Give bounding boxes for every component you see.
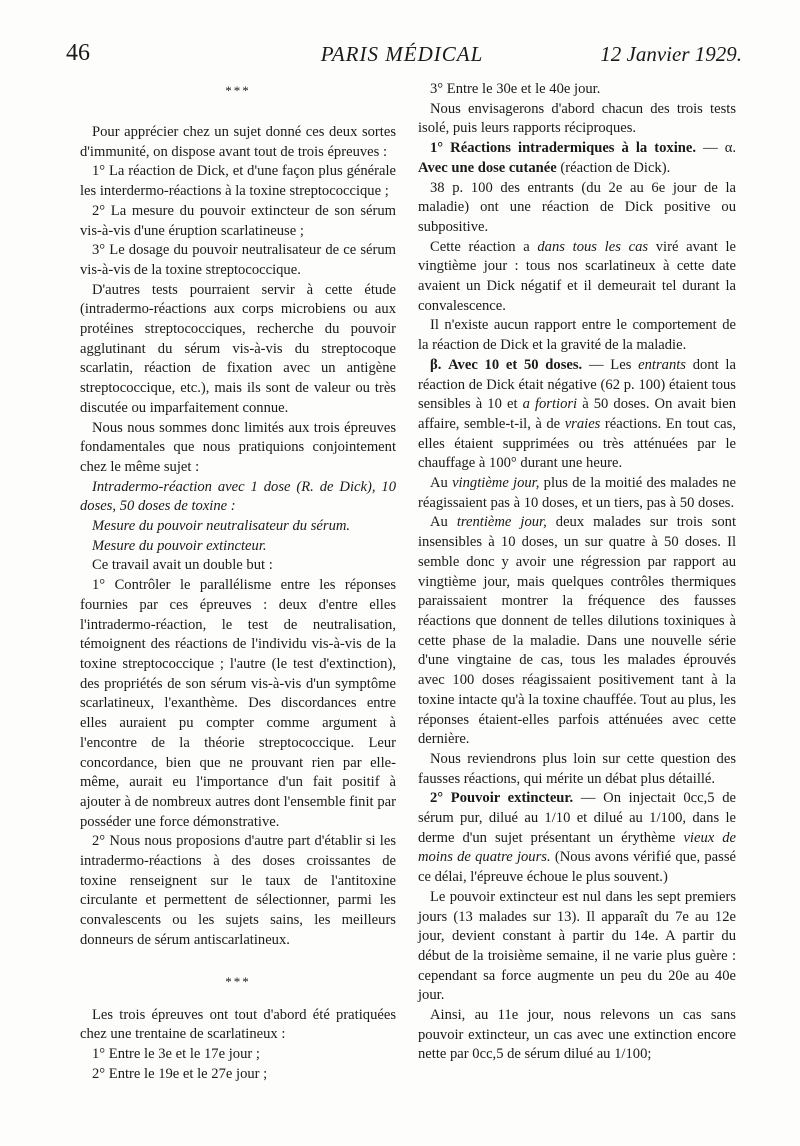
italic-run: vingtième jour, [452, 475, 540, 492]
list-item: 3° Le dosage du pouvoir neutralisateur de ce sérum vis-à-vis de la toxine streptococcique. [80, 242, 396, 278]
text-run: Cette réaction a [430, 238, 530, 255]
test-list-item: Intradermo-réaction avec 1 dose (R. de Dick), 10 doses, 50 doses de toxine : [80, 478, 396, 515]
section-heading [418, 139, 736, 178]
text-run: dont la réaction de Dick était négative (62 p. 100) étaient tous sensibles à 10 et [418, 356, 736, 413]
text-run: — On injectait 0cc,5 de sérum pur, dilué au 1/10 et dilué au 1/100, dans le derme d'un sujet présentant un érythème [418, 790, 736, 846]
text-run: Au [430, 514, 448, 531]
paragraph: Pour apprécier chez un sujet donné ces deux sortes d'immunité, on dispose avant tout de trois épreuves : [80, 124, 396, 160]
paragraph [418, 513, 736, 749]
list-item: 1° Entre le 3e et le 17e jour ; [92, 1045, 260, 1062]
test-list-item: Mesure du pouvoir extincteur. [92, 537, 267, 554]
paragraph: Nous nous sommes donc limités aux trois épreuves fondamentales que nous pratiquions conjointement chez le même sujet : [80, 419, 396, 475]
page-number: 46 [66, 40, 90, 66]
paragraph: Nous envisagerons d'abord chacun des trois tests isolé, puis leurs rapports réciproques. [418, 100, 736, 137]
paragraph [418, 356, 736, 474]
list-item: 3° Entre le 30e et le 40e jour. [430, 81, 601, 97]
paragraph [418, 789, 736, 888]
text-run: à 50 doses. On avait bien affaire, semble-t-il, à de [418, 396, 737, 432]
text-run: (Nous avons vérifié que, passé ce délai, l'épreuve échoue le plus souvent.) [418, 849, 736, 886]
text-run: réactions. En tout cas, elles étaient supprimées ou très atténuées par le chauffage à 100° durant une heure. [418, 415, 736, 472]
test-list-item: Mesure du pouvoir neutralisateur du sérum. [92, 518, 351, 535]
paragraph: Les trois épreuves ont tout d'abord été pratiquées chez une trentaine de scarlatineux : [80, 1006, 396, 1043]
paragraph: Il n'existe aucun rapport entre le comportement de la réaction de Dick et la gravité de la maladie. [418, 317, 736, 354]
paragraph: Ainsi, au 11e jour, nous relevons un cas sans pouvoir extincteur, un cas avec une extinction encore nette par 0cc,5 de sérum dilué au 1/100; [418, 1007, 736, 1063]
text-run: deux malades sur trois sont insensibles à 10 doses, un sur quatre à 50 doses. Il semble donc y avoir une régression par rapport au vingtième jour, mais quelques contrôles thermiques paraissaient montrer la fréquence des fausses réactions que donnent de telles dilutions toxiniques à cette phase de la maladie. Dans une nouvelle série d'une vingtaine de cas, tous les malades éprouvés avec 100 doses réagissaient positivement tant à la toxine intacte qu'à la toxine chauffée. Tout au plus, les réponses étaient-elles parfois atténuées avec cette dernière. [418, 514, 737, 748]
italic-run: vraies [564, 415, 601, 432]
paragraph: 1° Contrôler le parallélisme entre les réponses fournies par ces épreuves : deux d'entre elles l'intradermo-réaction, le test de neutralisation, témoignent des réactions de l'individu vis-à-vis de la toxine streptococcique ; l'autre (le test d'extinction), des propriétés de son sérum vis-à-vis d'un symptôme scarlatineux, l'exanthème. Des discordances entre elles auraient pu compter comme argument à l'encontre de la théorie streptococcique. Leur concordance, bien que ne prouvant rien par elle-même, aurait eu l'importance d'un fait positif à ajouter à de nombreux autres dont l'ensemble finit par posséder une force démonstrative. [80, 577, 396, 830]
italic-run: vieux de moins de quatre jours. [418, 829, 736, 866]
paragraph: D'autres tests pourraient servir à cette étude (intradermo-réactions aux corps microbiens ou aux protéines streptococciques, recherche du pouvoir agglutinant du sérum vis-à-vis du streptocoque scarlatin, réaction de fixation avec un antigène streptococcique, etc.), mais ils sont de valeur ou très discutée ou imparfaitement connue. [80, 281, 396, 416]
paragraph [418, 474, 736, 513]
text-run: viré avant le vingtième jour : tous nos scarlatineux à cette date avaient un Dick négatif et il demeurait tel durant la convalescence. [418, 238, 736, 314]
text-run: Au [430, 475, 448, 492]
paragraph: 38 p. 100 des entrants (du 2e au 6e jour de la maladie) ont une réaction de Dick positive ou subpositive. [418, 179, 736, 235]
asterism-divider: *** [225, 973, 251, 989]
paragraph: Le pouvoir extincteur est nul dans les sept premiers jours (13 malades sur 13). Il apparaît du 7e au 12e jour, devient constant à partir du 14e. A partir du début de la troisième semaine, il ne varie plus guère : cependant sa force augmente un peu du 20e au 40e jour. [418, 888, 736, 1004]
section-heading-text: 2° Pouvoir extincteur. [430, 790, 574, 807]
journal-title: PARIS MÉDICAL [320, 42, 484, 66]
subsection-marker: — α. [703, 140, 736, 157]
left-column [80, 80, 396, 1084]
text-run: — Les [588, 356, 632, 373]
list-item: 1° La réaction de Dick, et d'une façon plus générale les interdermo-réactions à la toxine streptococcique ; [80, 163, 396, 200]
text-run: plus de la moitié des malades ne réagissaient pas à 10 doses, et un tiers, pas à 50 doses. [418, 475, 736, 511]
list-item: 2° Entre le 19e et le 27e jour ; [92, 1065, 268, 1082]
paragraph: Nous reviendrons plus loin sur cette question des fausses réactions, qui mérite un débat plus détaillé. [418, 750, 736, 787]
asterism-divider: *** [225, 83, 251, 98]
running-head [56, 40, 748, 72]
section-heading-text: 1° Réactions intradermiques à la toxine. [430, 140, 697, 157]
subsection-note: (réaction de Dick). [560, 159, 671, 176]
list-item: 2° La mesure du pouvoir extincteur de son sérum vis-à-vis d'une éruption scarlatineuse ; [80, 202, 396, 239]
italic-run: dans tous les cas [537, 238, 649, 255]
paragraph: 2° Nous nous proposions d'autre part d'établir si les intradermo-réactions à des doses croissantes de toxine renseignent sur le taux de l'antitoxine circulante et permettent de sélectionner, parmi les convalescents ou les sujets sains, les meilleurs donneurs de sérum antiscarlatineux. [80, 833, 396, 948]
italic-run: a fortiori [522, 396, 578, 413]
paragraph: Ce travail avait un double but : [92, 557, 273, 574]
right-column [418, 80, 736, 1065]
paragraph [418, 238, 736, 317]
italic-run: entrants [638, 356, 686, 373]
subsection-heading: β. Avec 10 et 50 doses. [430, 356, 583, 373]
subsection-heading: Avec une dose cutanée [418, 159, 557, 176]
italic-run: trentième jour, [456, 514, 547, 531]
issue-date: 12 Janvier 1929. [600, 42, 742, 66]
